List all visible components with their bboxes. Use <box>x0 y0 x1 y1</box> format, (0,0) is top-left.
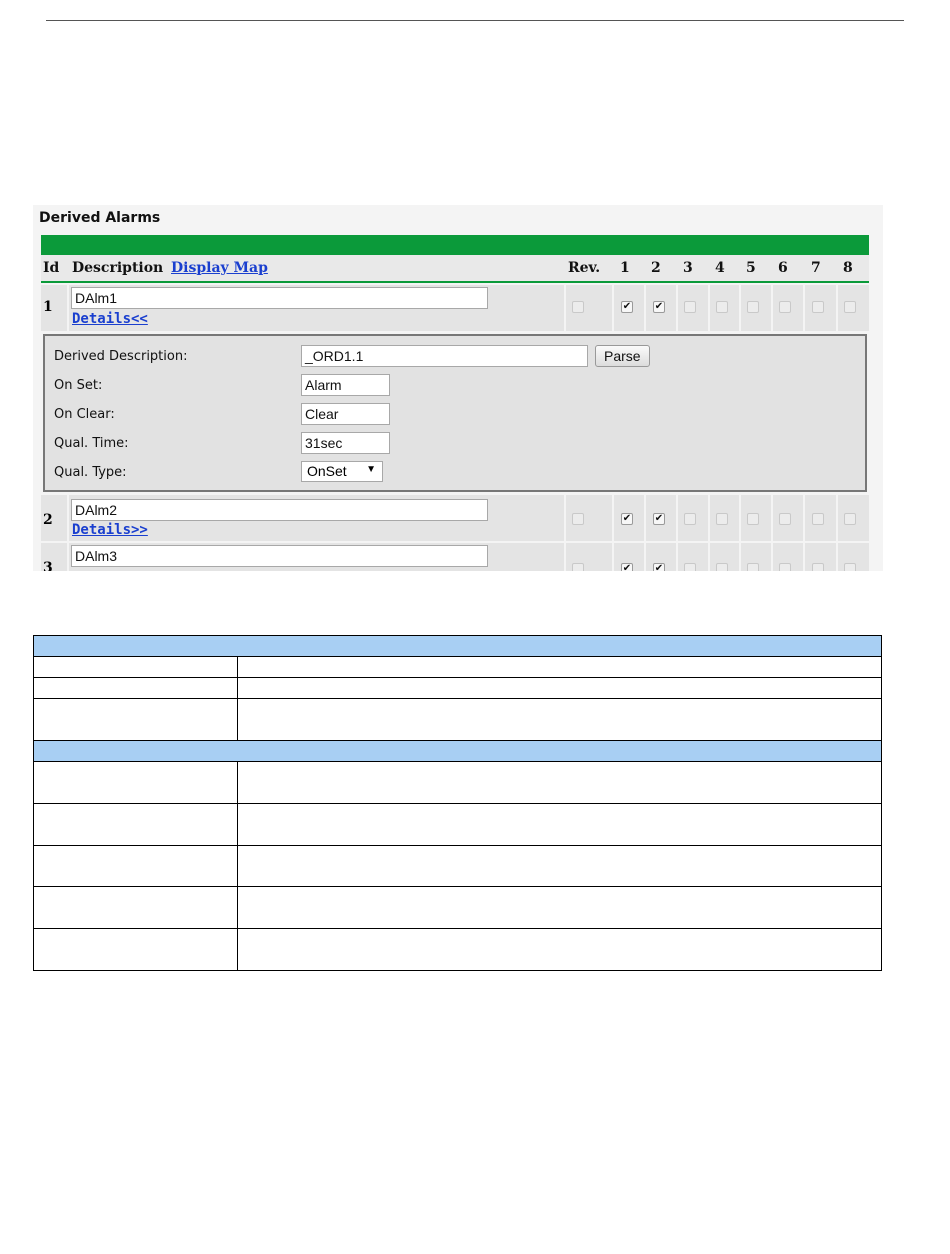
header-rev: Rev. <box>568 260 601 276</box>
row-id: 3 <box>43 560 53 571</box>
checkbox-col-7[interactable] <box>812 563 824 571</box>
header-col-8: 8 <box>843 260 853 276</box>
header-col-2: 2 <box>651 260 661 276</box>
checkbox-col-3[interactable] <box>684 301 696 313</box>
checkbox-col-4[interactable] <box>716 301 728 313</box>
details-toggle-link[interactable]: Details>> <box>72 522 148 538</box>
parse-button[interactable]: Parse <box>595 345 650 367</box>
qual-type-label: Qual. Type: <box>54 465 127 480</box>
on-clear-label: On Clear: <box>54 407 115 422</box>
checkbox-col-8[interactable] <box>844 513 856 525</box>
table-row <box>34 929 882 971</box>
header-col-7: 7 <box>811 260 821 276</box>
details-panel <box>43 334 867 492</box>
on-set-input[interactable]: Alarm <box>301 374 390 396</box>
rev-checkbox[interactable] <box>572 563 584 571</box>
rev-checkbox[interactable] <box>572 301 584 313</box>
row-id: 2 <box>43 512 53 528</box>
header-description: Description <box>72 260 164 276</box>
details-toggle-link[interactable]: Details<< <box>72 311 148 327</box>
checkbox-col-5[interactable] <box>747 513 759 525</box>
table-row <box>34 699 882 741</box>
table-row <box>41 543 869 571</box>
checkbox-col-4[interactable] <box>716 513 728 525</box>
table-row <box>34 657 882 678</box>
table-row <box>34 846 882 887</box>
dropdown-arrow-icon: ▼ <box>366 464 376 475</box>
checkbox-col-7[interactable] <box>812 513 824 525</box>
checkbox-col-7[interactable] <box>812 301 824 313</box>
top-rule <box>46 20 904 21</box>
table-header <box>41 255 869 283</box>
checkbox-col-3[interactable] <box>684 563 696 571</box>
row-id: 1 <box>43 299 53 315</box>
derived-alarms-screenshot <box>33 205 883 571</box>
checkbox-col-1[interactable]: ✔ <box>622 301 632 312</box>
checkbox-col-4[interactable] <box>716 563 728 571</box>
table-section-header <box>34 636 882 657</box>
checkbox-col-2[interactable]: ✔ <box>653 563 665 571</box>
table-row <box>41 285 869 331</box>
derived-description-label: Derived Description: <box>54 349 188 364</box>
qual-time-label: Qual. Time: <box>54 436 129 451</box>
checkbox-col-8[interactable] <box>844 563 856 571</box>
checkbox-col-6[interactable] <box>779 563 791 571</box>
on-set-label: On Set: <box>54 378 103 393</box>
qual-type-value: OnSet <box>307 463 347 479</box>
checkbox-col-6[interactable] <box>779 301 791 313</box>
field-description-table <box>33 635 882 971</box>
qual-time-input[interactable]: 31sec <box>301 432 390 454</box>
description-input[interactable]: DAlm3 <box>71 545 488 567</box>
table-row <box>41 495 869 541</box>
table-row <box>34 804 882 846</box>
checkbox-col-2[interactable]: ✔ <box>654 513 664 524</box>
table-row <box>34 678 882 699</box>
checkbox-col-1[interactable]: ✔ <box>621 563 633 571</box>
header-col-1: 1 <box>620 260 630 276</box>
checkbox-col-2[interactable]: ✔ <box>654 301 664 312</box>
checkbox-col-8[interactable] <box>844 301 856 313</box>
checkbox-col-3[interactable] <box>684 513 696 525</box>
display-map-link[interactable]: Display Map <box>171 260 268 276</box>
checkbox-col-5[interactable] <box>747 301 759 313</box>
checkbox-col-6[interactable] <box>779 513 791 525</box>
table-row <box>34 887 882 929</box>
header-col-4: 4 <box>715 260 725 276</box>
header-col-6: 6 <box>778 260 788 276</box>
qual-type-select[interactable] <box>301 461 383 482</box>
panel-title: Derived Alarms <box>39 210 161 226</box>
header-id: Id <box>43 260 60 276</box>
description-input[interactable]: DAlm1 <box>71 287 488 309</box>
checkbox-col-5[interactable] <box>747 563 759 571</box>
derived-description-input[interactable]: _ORD1.1 <box>301 345 588 367</box>
description-input[interactable]: DAlm2 <box>71 499 488 521</box>
rev-checkbox[interactable] <box>572 513 584 525</box>
header-col-3: 3 <box>683 260 693 276</box>
table-row <box>34 762 882 804</box>
on-clear-input[interactable]: Clear <box>301 403 390 425</box>
table-section-header <box>34 741 882 762</box>
header-col-5: 5 <box>746 260 756 276</box>
green-header-bar <box>41 235 869 255</box>
checkbox-col-1[interactable]: ✔ <box>622 513 632 524</box>
